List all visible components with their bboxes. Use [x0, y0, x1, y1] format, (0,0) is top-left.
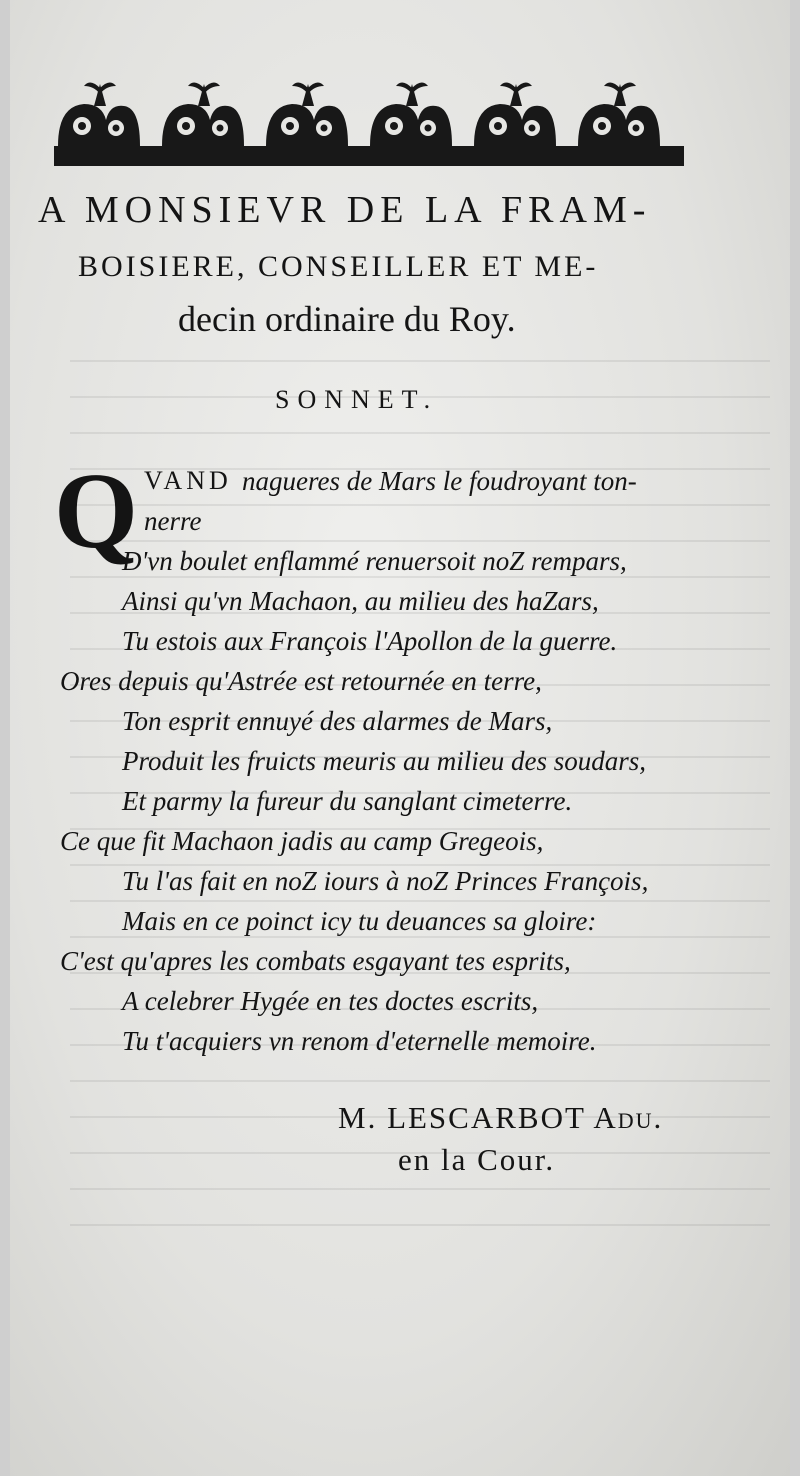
verse-line: Tu t'acquiers vn renom d'eternelle memoire.	[122, 1026, 597, 1056]
verse-line: Ce que fit Machaon jadis au camp Gregeois,	[60, 826, 544, 856]
book-page	[10, 0, 790, 1476]
first-word: VAND	[144, 466, 232, 495]
verse-line: nagueres de Mars le foudroyant ton-	[242, 466, 637, 496]
title-line-2: BOISIERE, CONSEILLER ET ME-	[78, 250, 599, 283]
drop-capital: Q	[54, 452, 139, 571]
verse-line: Tu estois aux François l'Apollon de la guerre.	[122, 626, 618, 656]
title-line-3: decin ordinaire du Roy.	[178, 299, 516, 339]
sonnet-heading: SONNET.	[275, 385, 439, 414]
verse-line: Ainsi qu'vn Machaon, au milieu des haZars,	[122, 586, 599, 616]
verse-line: Et parmy la fureur du sanglant cimeterre.	[122, 786, 573, 816]
verse-line: Ton esprit ennuyé des alarmes de Mars,	[122, 706, 553, 736]
signature-line-1: M. LESCARBOT Adu.	[338, 1100, 664, 1135]
verse-line: nerre	[144, 506, 202, 536]
ornamental-header-band	[54, 76, 684, 168]
verse-line: Produit les fruicts meuris au milieu des soudars,	[122, 746, 646, 776]
signature-line-2: en la Cour.	[398, 1142, 556, 1177]
verse-line: C'est qu'apres les combats esgayant tes esprits,	[60, 946, 571, 976]
verse-line: D'vn boulet enflammé renuersoit noZ rempars,	[122, 546, 627, 576]
verse-line: Mais en ce poinct icy tu deuances sa gloire:	[122, 906, 597, 936]
verse-line: A celebrer Hygée en tes doctes escrits,	[122, 986, 539, 1016]
verse-line: Ores depuis qu'Astrée est retournée en terre,	[60, 666, 542, 696]
verse-line: Tu l'as fait en noZ iours à noZ Princes François,	[122, 866, 649, 896]
title-line-1: A MONSIEVR DE LA FRAM-	[38, 189, 652, 231]
